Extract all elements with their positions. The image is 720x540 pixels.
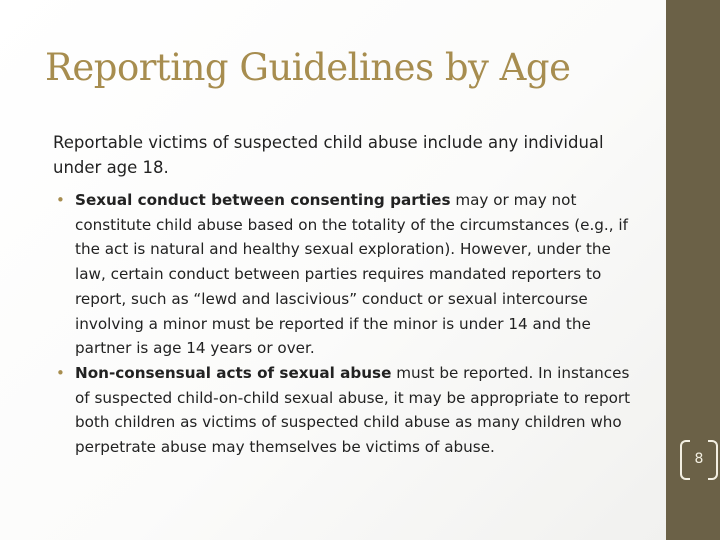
bullet-list [56,188,641,460]
bullet-dot-icon: • [56,191,65,209]
bullet-heading: Non-consensual acts of sexual abuse [75,363,392,382]
right-bracket-icon [708,440,718,480]
bullet-item [56,361,641,460]
bullet-dot-icon: • [56,363,65,382]
slide-title: Reporting Guidelines by Age [45,46,571,89]
bullet-text: must be reported. In instances of suspected child-on-child sexual abuse, it may be appropriate to report both children as victims of suspected child abuse as many children who perpetrate abuse may themselves be victims of abuse. [75,363,631,457]
page-number-badge [680,440,718,478]
bullet-text: may or may not constitute child abuse based on the totality of the circumstances (e.g., if the act is natural and healthy sexual exploration). However, under the law, certain conduct between parties requires mandated reporters to report, such as “lewd and lascivious” conduct or sexual intercourse involving a minor must be reported if the minor is under 14 and the partner is age 14 years or over. [75,191,628,358]
bullet-heading: Sexual conduct between consenting parties [75,191,451,209]
bullet-item [56,188,641,361]
page-number: 8 [694,451,704,467]
intro-paragraph: Reportable victims of suspected child abuse include any individual under age 18. [53,133,604,177]
left-bracket-icon [680,440,690,480]
